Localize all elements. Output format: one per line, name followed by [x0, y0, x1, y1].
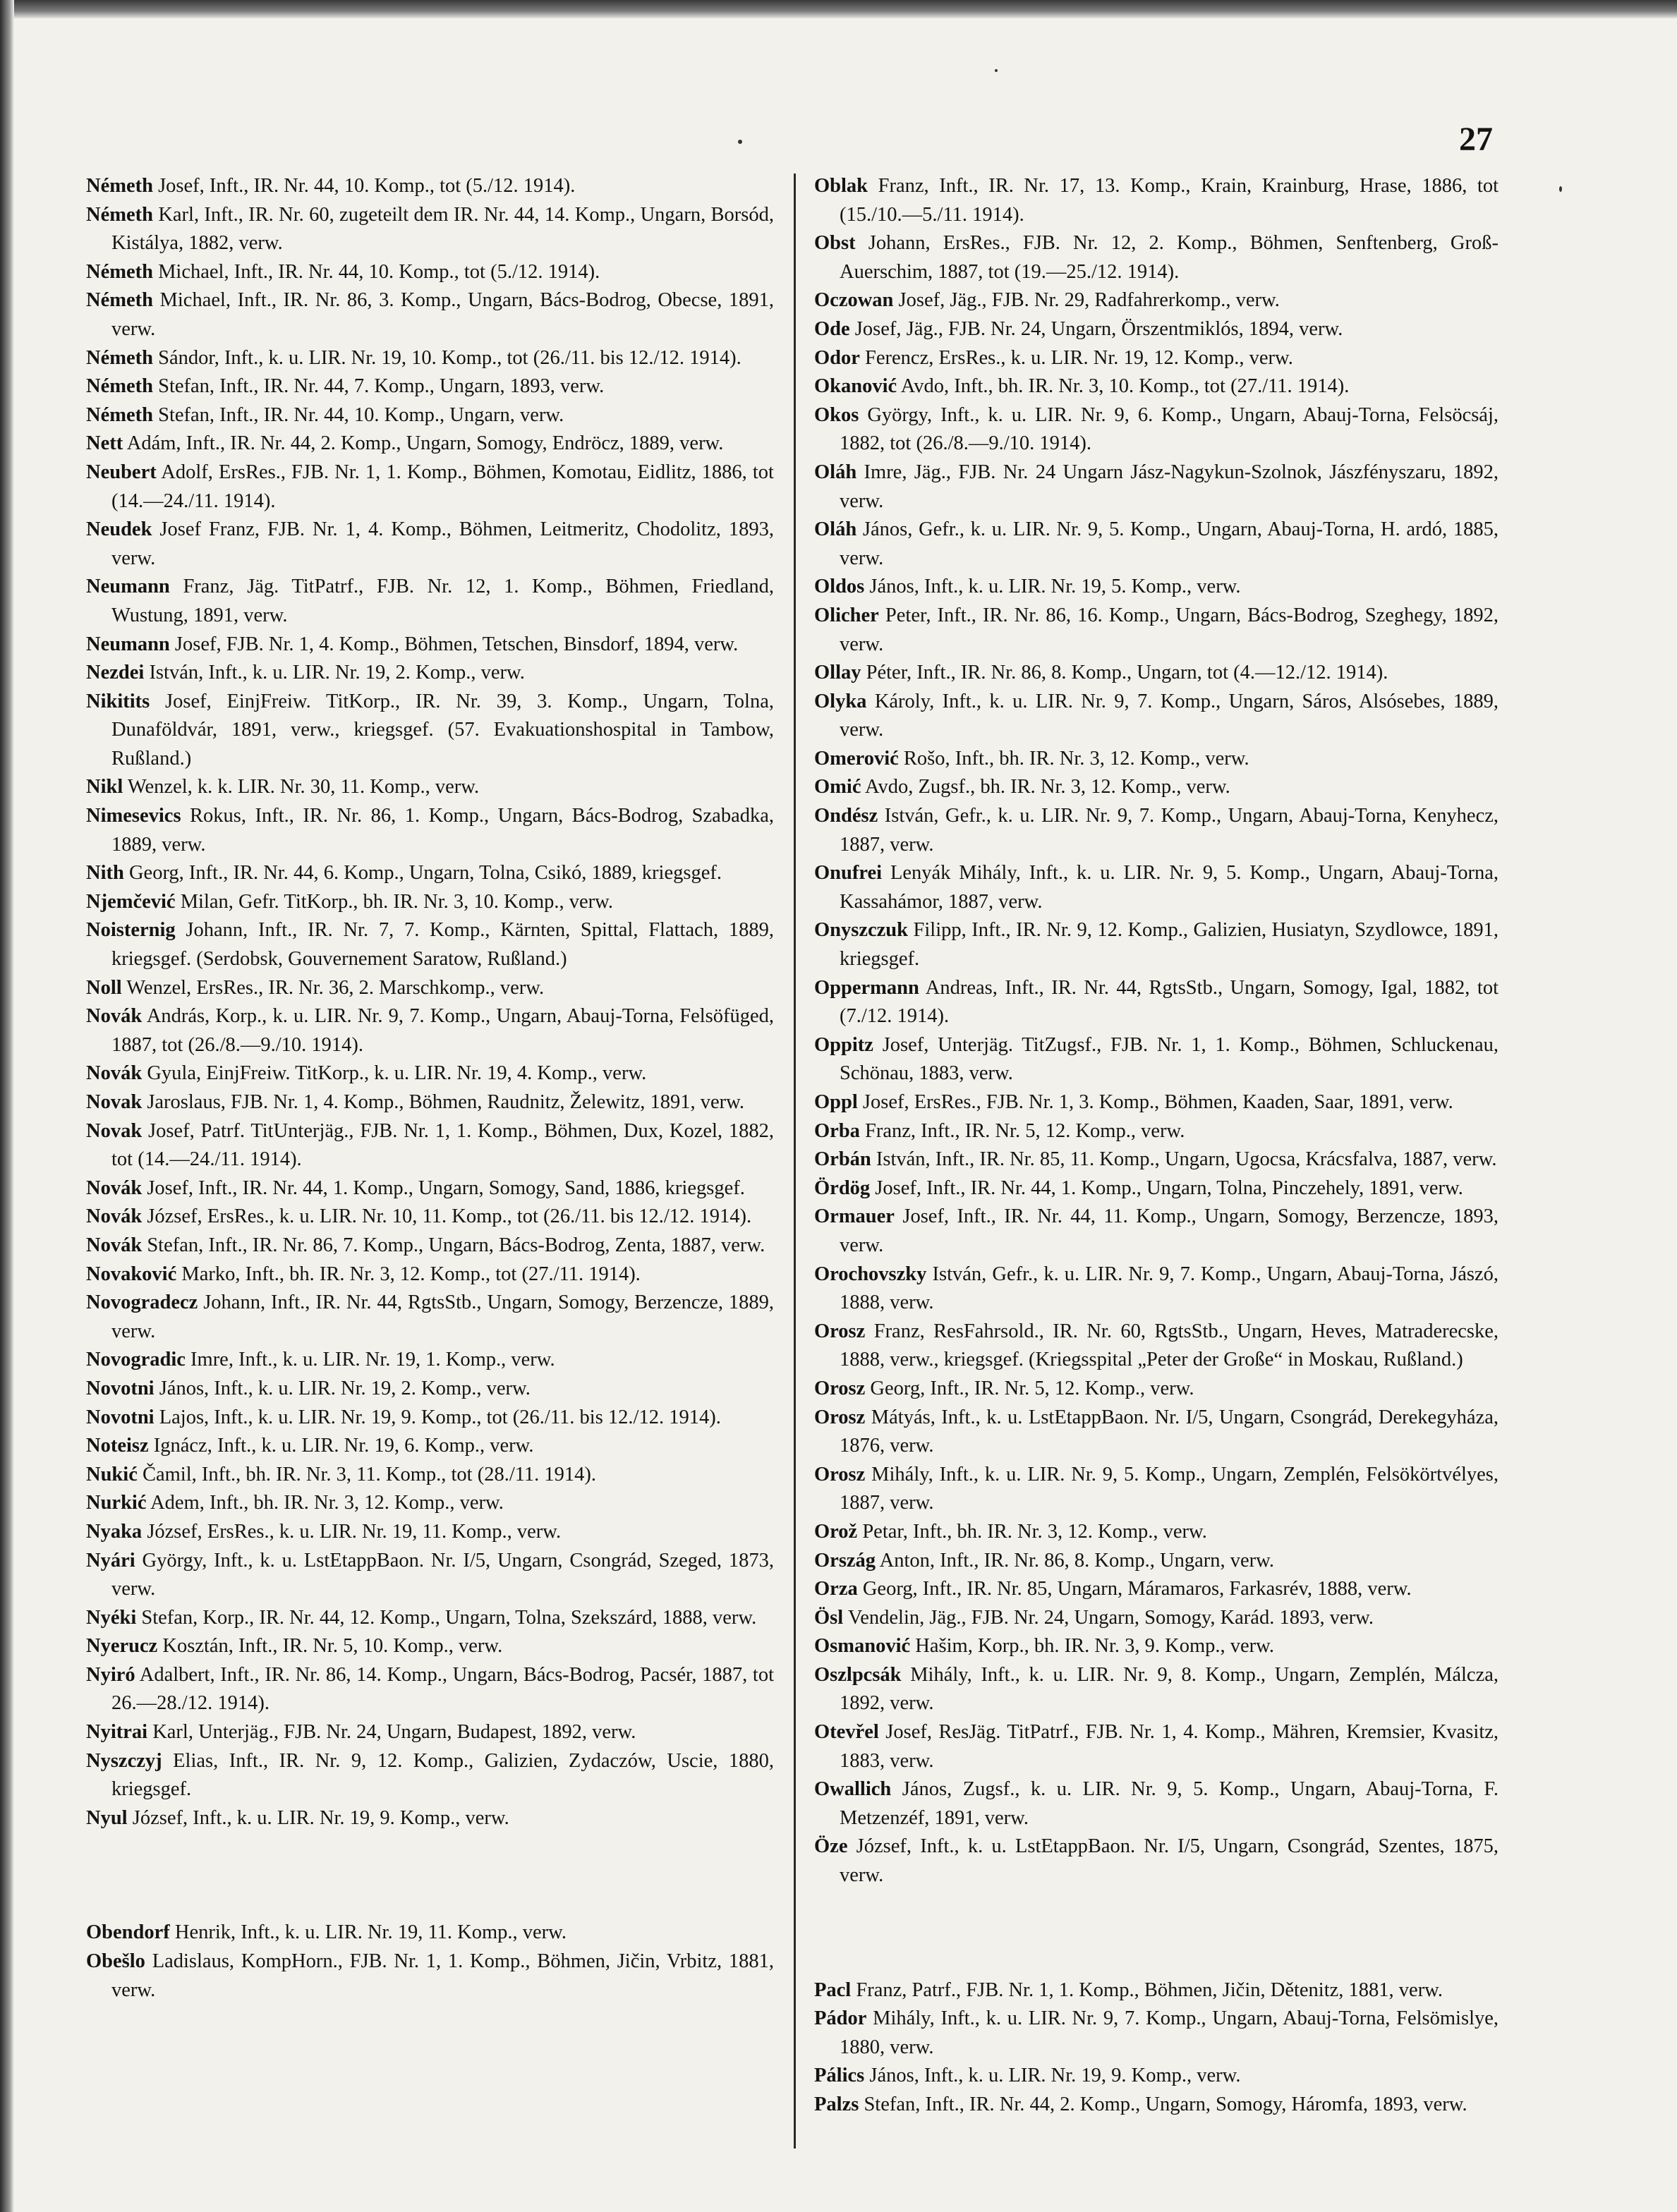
entry-details: Josef, Inft., IR. Nr. 44, 10. Komp., tot (5./12. 1914). [158, 175, 576, 197]
casualty-entry [814, 1117, 1499, 1146]
entry-details: János, Zugsf., k. u. LIR. Nr. 9, 5. Komp., Ungarn, Abauj-Torna, F. Metzenzéf, 1891, verw. [840, 1778, 1499, 1829]
casualty-entry [86, 688, 774, 774]
surname: Pádor [814, 2007, 867, 2030]
casualty-entry [814, 1461, 1499, 1518]
entry-details: Josef Franz, FJB. Nr. 1, 4. Komp., Böhmen, Leitmeritz, Chodolitz, 1893, verw. [111, 518, 774, 569]
entry-details: György, Inft., k. u. LstEtappBaon. Nr. I/5, Ungarn, Csongrád, Szeged, 1873, verw. [111, 1549, 774, 1600]
entry-details: Josef, ResJäg. TitPatrf., FJB. Nr. 1, 4. Komp., Mähren, Kremsier, Kvasitz, 1883, verw. [840, 1721, 1499, 1772]
casualty-entry [86, 1632, 774, 1661]
casualty-entry [814, 2005, 1499, 2062]
casualty-entry [814, 1174, 1499, 1203]
surname: Oppermann [814, 976, 919, 999]
surname: Neumann [86, 633, 170, 655]
surname: Novák [86, 1005, 143, 1028]
entry-details: István, Gefr., k. u. LIR. Nr. 9, 7. Komp., Ungarn, Abauj-Torna, Jászó, 1888, verw. [840, 1263, 1499, 1314]
surname: Otevřel [814, 1721, 879, 1744]
surname: Nurkić [86, 1492, 147, 1514]
surname: Okanović [814, 375, 897, 398]
casualty-entry [814, 1547, 1499, 1576]
entry-details: Georg, Inft., IR. Nr. 85, Ungarn, Máramaros, Farkasrév, 1888, verw. [862, 1578, 1412, 1600]
entry-details: Imre, Jäg., FJB. Nr. 24 Ungarn Jász-Nagykun-Szolnok, Jászfényszaru, 1892, verw. [840, 461, 1499, 512]
casualty-entry [814, 1775, 1499, 1833]
entry-details: Ladislaus, KompHorn., FJB. Nr. 1, 1. Komp., Böhmen, Jičin, Vrbitz, 1881, verw. [111, 1950, 774, 2001]
surname: Omerović [814, 747, 899, 770]
surname: Novogradic [86, 1349, 186, 1371]
casualty-entry [814, 916, 1499, 973]
casualty-entry [86, 1289, 774, 1346]
casualty-entry [814, 1031, 1499, 1088]
right-column [814, 172, 1499, 2120]
casualty-entry [814, 1833, 1499, 1890]
casualty-entry [86, 1203, 774, 1232]
casualty-entry [86, 1804, 774, 1833]
entry-details: Čamil, Inft., bh. IR. Nr. 3, 11. Komp., tot (28./11. 1914). [142, 1463, 597, 1485]
surname: Novogradecz [86, 1292, 198, 1314]
surname: Novák [86, 1205, 143, 1228]
surname: Öze [814, 1835, 848, 1858]
surname: Nett [86, 432, 123, 455]
surname: Neumann [86, 576, 170, 598]
surname: Orosz [814, 1320, 866, 1342]
casualty-entry [814, 172, 1499, 229]
surname: Nimesevics [86, 805, 181, 827]
entry-details: József, Inft., k. u. LIR. Nr. 19, 9. Komp., verw. [132, 1806, 509, 1829]
section-gap [86, 1833, 774, 1919]
casualty-entry [86, 201, 774, 258]
entry-details: Wenzel, k. k. LIR. Nr. 30, 11. Komp., verw. [127, 776, 480, 798]
casualty-entry [86, 1747, 774, 1804]
surname: Németh [86, 375, 153, 398]
surname: Németh [86, 175, 153, 197]
scan-left-edge [0, 0, 14, 2212]
surname: Oszlpcsák [814, 1663, 902, 1686]
left-column [86, 172, 774, 2005]
entry-details: Michael, Inft., IR. Nr. 44, 10. Komp., tot (5./12. 1914). [158, 260, 600, 283]
surname: Oláh [814, 518, 857, 541]
casualty-entry [86, 1461, 774, 1490]
entry-details: Franz, Inft., IR. Nr. 17, 13. Komp., Krain, Krainburg, Hrase, 1886, tot (15./10.—5./11. 1914). [840, 175, 1499, 226]
entry-details: Kosztán, Inft., IR. Nr. 5, 10. Komp., verw. [162, 1635, 503, 1658]
entry-details: Filipp, Inft., IR. Nr. 9, 12. Komp., Galizien, Husiatyn, Szydlowce, 1891, kriegsgef. [840, 919, 1499, 971]
casualty-entry [814, 401, 1499, 458]
casualty-entry [86, 1375, 774, 1404]
casualty-entry [86, 1547, 774, 1604]
entry-details: Georg, Inft., IR. Nr. 44, 6. Komp., Ungarn, Tolna, Csikó, 1889, kriegsgef. [128, 862, 722, 885]
entry-details: Michael, Inft., IR. Nr. 86, 3. Komp., Ungarn, Bács-Bodrog, Obecse, 1891, verw. [111, 289, 774, 340]
surname: Nyul [86, 1806, 128, 1829]
surname: Németh [86, 203, 153, 226]
surname: Orosz [814, 1377, 866, 1399]
casualty-entry [814, 516, 1499, 573]
casualty-entry [814, 1976, 1499, 2005]
surname: Nikitits [86, 690, 150, 712]
entry-details: Stefan, Inft., IR. Nr. 86, 7. Komp., Ungarn, Bács-Bodrog, Zenta, 1887, verw. [147, 1234, 765, 1256]
casualty-entry [814, 1661, 1499, 1718]
casualty-entry [814, 1518, 1499, 1547]
casualty-entry [814, 659, 1499, 688]
surname: Nyiró [86, 1663, 135, 1686]
surname: Noteisz [86, 1435, 149, 1457]
casualty-entry [814, 1088, 1499, 1117]
surname: Novak [86, 1119, 143, 1142]
entry-details: Adám, Inft., IR. Nr. 44, 2. Komp., Ungarn, Somogy, Endröcz, 1889, verw. [126, 432, 724, 455]
entry-details: Mátyás, Inft., k. u. LstEtappBaon. Nr. I/5, Ungarn, Csongrád, Derekegyháza, 1876, verw. [840, 1406, 1499, 1457]
page-number: 27 [1459, 121, 1493, 158]
casualty-entry [86, 802, 774, 859]
casualty-entry [814, 602, 1499, 659]
surname: Orochovszky [814, 1263, 927, 1285]
surname: Ördög [814, 1177, 871, 1199]
entry-details: Franz, Patrf., FJB. Nr. 1, 1. Komp., Böhmen, Jičin, Dětenitz, 1881, verw. [856, 1979, 1443, 2001]
casualty-entry [86, 344, 774, 373]
casualty-entry [86, 1059, 774, 1088]
casualty-entry [86, 516, 774, 573]
entry-details: Péter, Inft., IR. Nr. 86, 8. Komp., Ungarn, tot (4.—12./12. 1914). [866, 662, 1388, 684]
surname: Ode [814, 317, 850, 340]
scan-speck [738, 140, 742, 144]
surname: Németh [86, 260, 153, 283]
casualty-entry [86, 1947, 774, 2005]
entry-details: Franz, Inft., IR. Nr. 5, 12. Komp., verw. [865, 1119, 1185, 1142]
entry-details: Petar, Inft., bh. IR. Nr. 3, 12. Komp., verw. [862, 1520, 1207, 1543]
surname: Németh [86, 403, 153, 426]
entry-details: Franz, Jäg. TitPatrf., FJB. Nr. 12, 1. Komp., Böhmen, Friedland, Wustung, 1891, verw. [111, 576, 775, 626]
surname: Nith [86, 862, 124, 885]
surname: Orza [814, 1578, 858, 1600]
casualty-entry [86, 916, 774, 973]
casualty-entry [86, 659, 774, 688]
casualty-entry [86, 286, 774, 344]
surname: Odor [814, 346, 860, 369]
casualty-entry [86, 1117, 774, 1174]
casualty-entry [86, 773, 774, 802]
entry-details: Rošo, Inft., bh. IR. Nr. 3, 12. Komp., verw. [903, 747, 1249, 770]
surname: Omić [814, 776, 861, 798]
entry-details: Hašim, Korp., bh. IR. Nr. 3, 9. Komp., verw. [915, 1635, 1275, 1658]
scan-top-edge [0, 0, 1677, 18]
casualty-entry [86, 258, 774, 287]
surname: Novak [86, 1091, 143, 1113]
entry-details: Johann, Inft., IR. Nr. 7, 7. Komp., Kärnten, Spittal, Flattach, 1889, kriegsgef. (Serdobsk, Gouvernement Saratow, Rußland.) [111, 919, 774, 971]
entry-details: Károly, Inft., k. u. LIR. Nr. 9, 7. Komp., Ungarn, Sáros, Alsósebes, 1889, verw. [840, 690, 1499, 741]
casualty-entry [814, 745, 1499, 774]
entry-details: Wenzel, ErsRes., IR. Nr. 36, 2. Marschkomp., verw. [126, 976, 545, 999]
surname: Osmanović [814, 1635, 911, 1658]
surname: Nyéki [86, 1606, 137, 1629]
surname: Novák [86, 1177, 143, 1199]
entry-details: András, Korp., k. u. LIR. Nr. 9, 7. Komp., Ungarn, Abauj-Torna, Felsöfüged, 1887, tot (26./8.—9./10. 1914). [111, 1005, 774, 1056]
surname: Neudek [86, 518, 152, 541]
entry-details: Josef, Unterjäg. TitZugsf., FJB. Nr. 1, 1. Komp., Böhmen, Schluckenau, Schönau, 1883, verw. [840, 1033, 1499, 1085]
surname: Onyszczuk [814, 919, 909, 942]
surname: Ösl [814, 1606, 844, 1629]
surname: Nikl [86, 776, 123, 798]
entry-details: Josef, EinjFreiw. TitKorp., IR. Nr. 39, 3. Komp., Ungarn, Tolna, Dunaföldvár, 1891, verw., kriegsgef. (57. Evakuationshospital in Tambow, Rußland.) [111, 690, 775, 770]
surname: Obešlo [86, 1950, 145, 1973]
surname: Orosz [814, 1463, 866, 1485]
entry-details: Ferencz, ErsRes., k. u. LIR. Nr. 19, 12. Komp., verw. [865, 346, 1293, 369]
entry-details: József, ErsRes., k. u. LIR. Nr. 10, 11. Komp., tot (26./11. bis 12./12. 1914). [147, 1205, 752, 1228]
column-divider [794, 174, 796, 2149]
casualty-entry [86, 1260, 774, 1289]
entry-details: Stefan, Inft., IR. Nr. 44, 7. Komp., Ungarn, 1893, verw. [158, 375, 605, 398]
entry-details: Avdo, Zugsf., bh. IR. Nr. 3, 12. Komp., verw. [865, 776, 1230, 798]
casualty-entry [86, 573, 774, 630]
entry-details: Vendelin, Jäg., FJB. Nr. 24, Ungarn, Somogy, Karád. 1893, verw. [847, 1606, 1374, 1629]
entry-details: Josef, Jäg., FJB. Nr. 29, Radfahrerkomp., verw. [898, 289, 1280, 312]
casualty-entry [814, 229, 1499, 286]
casualty-entry [814, 458, 1499, 516]
surname: Oppl [814, 1091, 858, 1113]
casualty-entry [86, 458, 774, 516]
casualty-entry [814, 2091, 1499, 2120]
entry-details: Mihály, Inft., k. u. LIR. Nr. 9, 5. Komp., Ungarn, Zemplén, Felsökörtvélyes, 1887, verw. [840, 1463, 1499, 1514]
surname: Nukić [86, 1463, 138, 1485]
casualty-entry [814, 773, 1499, 802]
casualty-entry [814, 688, 1499, 745]
casualty-entry [814, 1375, 1499, 1404]
surname: Noll [86, 976, 122, 999]
surname: Orbán [814, 1148, 871, 1171]
surname: Olicher [814, 604, 879, 626]
casualty-entry [814, 802, 1499, 859]
surname: Németh [86, 289, 153, 312]
surname: Oldos [814, 576, 865, 598]
entry-details: Anton, Inft., IR. Nr. 86, 8. Komp., Ungarn, verw. [879, 1549, 1274, 1572]
scan-speck [995, 69, 998, 72]
surname: Nyitrai [86, 1721, 148, 1744]
entry-details: Josef, Inft., IR. Nr. 44, 11. Komp., Ungarn, Somogy, Berzencze, 1893, verw. [840, 1205, 1499, 1256]
casualty-entry [86, 1002, 774, 1059]
entry-details: Stefan, Inft., IR. Nr. 44, 10. Komp., Ungarn, verw. [158, 403, 564, 426]
surname: Nyszczyj [86, 1749, 162, 1772]
entry-details: István, Inft., IR. Nr. 85, 11. Komp., Ungarn, Ugocsa, Krácsfalva, 1887, verw. [876, 1148, 1497, 1171]
casualty-entry [86, 888, 774, 917]
entry-details: Peter, Inft., IR. Nr. 86, 16. Komp., Ungarn, Bács-Bodrog, Szeghegy, 1892, verw. [840, 604, 1499, 655]
surname: Orba [814, 1119, 860, 1142]
casualty-entry [86, 1432, 774, 1461]
casualty-entry [86, 631, 774, 660]
entry-details: Adem, Inft., bh. IR. Nr. 3, 12. Komp., verw. [150, 1492, 504, 1514]
casualty-entry [86, 1919, 774, 1947]
casualty-entry [814, 974, 1499, 1031]
entry-details: Franz, ResFahrsold., IR. Nr. 60, RgtsStb., Ungarn, Heves, Matraderecske, 1888, verw., kriegsgef. (Kriegsspital „Peter der Große“ in Moskau, Rußland.) [840, 1320, 1499, 1371]
casualty-entry [86, 401, 774, 430]
casualty-entry [86, 1489, 774, 1518]
casualty-entry [814, 315, 1499, 344]
entry-details: Karl, Inft., IR. Nr. 60, zugeteilt dem IR. Nr. 44, 14. Komp., Ungarn, Borsód, Kistálya, 1882, verw. [111, 203, 775, 255]
surname: Novaković [86, 1263, 177, 1285]
entry-details: Josef, Inft., IR. Nr. 44, 1. Komp., Ungarn, Tolna, Pinczehely, 1891, verw. [875, 1177, 1463, 1199]
casualty-entry [86, 1088, 774, 1117]
entry-details: Elias, Inft., IR. Nr. 9, 12. Komp., Galizien, Zydaczów, Uscie, 1880, kriegsgef. [111, 1749, 775, 1801]
surname: Oppitz [814, 1033, 873, 1056]
entry-details: Josef, ErsRes., FJB. Nr. 1, 3. Komp., Böhmen, Kaaden, Saar, 1891, verw. [862, 1091, 1453, 1113]
casualty-entry [814, 1604, 1499, 1633]
entry-details: István, Gefr., k. u. LIR. Nr. 9, 7. Komp., Ungarn, Abauj-Torna, Kenyhecz, 1887, verw. [840, 805, 1499, 856]
surname: Onufrei [814, 862, 883, 885]
entry-details: Adalbert, Inft., IR. Nr. 86, 14. Komp., Ungarn, Bács-Bodrog, Pacsér, 1887, tot 26.—28./12. 1914). [111, 1663, 774, 1715]
entry-details: Johann, Inft., IR. Nr. 44, RgtsStb., Ungarn, Somogy, Berzencze, 1889, verw. [111, 1292, 775, 1342]
casualty-entry [86, 1661, 774, 1718]
entry-details: Mihály, Inft., k. u. LIR. Nr. 9, 7. Komp., Ungarn, Abauj-Torna, Felsömislye, 1880, verw. [840, 2007, 1499, 2058]
surname: Nyerucz [86, 1635, 158, 1658]
entry-details: Imre, Inft., k. u. LIR. Nr. 19, 1. Komp., verw. [190, 1349, 555, 1371]
casualty-entry [86, 372, 774, 401]
surname: Németh [86, 346, 153, 369]
casualty-entry [86, 974, 774, 1003]
entry-details: Lajos, Inft., k. u. LIR. Nr. 19, 9. Komp., tot (26./11. bis 12./12. 1914). [159, 1406, 721, 1428]
casualty-entry [814, 1318, 1499, 1375]
entry-details: Jaroslaus, FJB. Nr. 1, 4. Komp., Böhmen, Raudnitz, Želewitz, 1891, verw. [147, 1091, 745, 1113]
surname: Pacl [814, 1979, 852, 2001]
casualty-entry [814, 859, 1499, 916]
section-gap [814, 1890, 1499, 1976]
entry-details: Josef, Jäg., FJB. Nr. 24, Ungarn, Örszentmiklós, 1894, verw. [854, 317, 1343, 340]
casualty-entry [86, 1404, 774, 1433]
entry-details: János, Inft., k. u. LIR. Nr. 19, 9. Komp., verw. [869, 2065, 1241, 2087]
casualty-entry [86, 1718, 774, 1747]
surname: Noisternig [86, 919, 176, 942]
casualty-entry [814, 1575, 1499, 1604]
surname: Palzs [814, 2094, 859, 2115]
casualty-entry [814, 1146, 1499, 1174]
entry-details: Ignácz, Inft., k. u. LIR. Nr. 19, 6. Komp., verw. [153, 1435, 534, 1457]
scan-speck [1559, 186, 1562, 192]
casualty-entry [86, 1604, 774, 1633]
casualty-entry [814, 2062, 1499, 2091]
casualty-entry [814, 1203, 1499, 1260]
entry-details: Sándor, Inft., k. u. LIR. Nr. 19, 10. Komp., tot (26./11. bis 12./12. 1914). [158, 346, 741, 369]
casualty-entry [814, 1404, 1499, 1461]
surname: Nezdei [86, 662, 145, 684]
entry-details: János, Inft., k. u. LIR. Nr. 19, 2. Komp., verw. [159, 1377, 531, 1399]
surname: Ormauer [814, 1205, 895, 1228]
casualty-entry [814, 344, 1499, 373]
casualty-entry [814, 1632, 1499, 1661]
surname: Pálics [814, 2065, 865, 2087]
surname: Neubert [86, 461, 157, 483]
entry-details: Stefan, Korp., IR. Nr. 44, 12. Komp., Ungarn, Tolna, Szekszárd, 1888, verw. [141, 1606, 757, 1629]
casualty-entry [86, 1174, 774, 1203]
surname: Owallich [814, 1778, 892, 1801]
surname: Njemčević [86, 890, 176, 913]
casualty-entry [814, 573, 1499, 602]
surname: Ország [814, 1549, 876, 1572]
surname: Ondész [814, 805, 878, 827]
casualty-entry [814, 1718, 1499, 1775]
casualty-entry [86, 172, 774, 201]
surname: Okos [814, 403, 859, 426]
entry-details: János, Gefr., k. u. LIR. Nr. 9, 5. Komp., Ungarn, Abauj-Torna, H. ardó, 1885, verw. [840, 518, 1499, 569]
surname: Oláh [814, 461, 857, 483]
entry-details: Mihály, Inft., k. u. LIR. Nr. 9, 8. Komp., Ungarn, Zemplén, Málcza, 1892, verw. [840, 1663, 1499, 1715]
casualty-entry [814, 286, 1499, 315]
entry-details: Josef, FJB. Nr. 1, 4. Komp., Böhmen, Tetschen, Binsdorf, 1894, verw. [174, 633, 739, 655]
surname: Novák [86, 1234, 143, 1256]
casualty-entry [86, 1518, 774, 1547]
entry-details: Gyula, EinjFreiw. TitKorp., k. u. LIR. Nr. 19, 4. Komp., verw. [147, 1062, 647, 1085]
entry-details: Marko, Inft., bh. IR. Nr. 3, 12. Komp., tot (27./11. 1914). [181, 1263, 641, 1285]
entry-details: Josef, Patrf. TitUnterjäg., FJB. Nr. 1, 1. Komp., Böhmen, Dux, Kozel, 1882, tot (14.—24./11. 1914). [111, 1119, 774, 1171]
entry-details: Andreas, Inft., IR. Nr. 44, RgtsStb., Ungarn, Somogy, Igal, 1882, tot (7./12. 1914). [840, 976, 1499, 1028]
casualty-entry [86, 1346, 774, 1375]
entry-details: György, Inft., k. u. LIR. Nr. 9, 6. Komp., Ungarn, Abauj-Torna, Felsöcsáj, 1882, tot (26./8.—9./10. 1914). [840, 403, 1499, 455]
casualty-entry [814, 1260, 1499, 1318]
entry-details: Johann, ErsRes., FJB. Nr. 12, 2. Komp., Böhmen, Senftenberg, Groß-Auerschim, 1887, tot (19.—25./12. 1914). [840, 232, 1499, 283]
surname: Nyaka [86, 1520, 143, 1543]
surname: Orosz [814, 1406, 866, 1428]
casualty-entry [86, 1232, 774, 1260]
surname: Nyári [86, 1549, 135, 1572]
entry-details: Stefan, Inft., IR. Nr. 44, 2. Komp., Ungarn, Somogy, Háromfa, 1893, verw. [864, 2094, 1467, 2115]
surname: Oblak [814, 175, 868, 197]
casualty-entry [86, 430, 774, 458]
entry-details: Avdo, Inft., bh. IR. Nr. 3, 10. Komp., tot (27./11. 1914). [900, 375, 1350, 398]
surname: Obst [814, 232, 856, 255]
surname: Olyka [814, 690, 867, 712]
entry-details: Lenyák Mihály, Inft., k. u. LIR. Nr. 9, 5. Komp., Ungarn, Abauj-Torna, Kassahámor, 1887, verw. [840, 862, 1499, 913]
casualty-entry [814, 372, 1499, 401]
casualty-entry [86, 859, 774, 888]
entry-details: József, Inft., k. u. LstEtappBaon. Nr. I/5, Ungarn, Csongrád, Szentes, 1875, verw. [840, 1835, 1499, 1887]
entry-details: János, Inft., k. u. LIR. Nr. 19, 5. Komp., verw. [869, 576, 1241, 598]
entry-details: Henrik, Inft., k. u. LIR. Nr. 19, 11. Komp., verw. [174, 1921, 567, 1944]
entry-details: Rokus, Inft., IR. Nr. 86, 1. Komp., Ungarn, Bács-Bodrog, Szabadka, 1889, verw. [111, 805, 775, 856]
entry-details: József, ErsRes., k. u. LIR. Nr. 19, 11. Komp., verw. [147, 1520, 562, 1543]
surname: Novák [86, 1062, 143, 1085]
entry-details: Georg, Inft., IR. Nr. 5, 12. Komp., verw. [870, 1377, 1194, 1399]
surname: Novotni [86, 1377, 155, 1399]
surname: Obendorf [86, 1921, 170, 1944]
surname: Ollay [814, 662, 861, 684]
entry-details: Karl, Unterjäg., FJB. Nr. 24, Ungarn, Budapest, 1892, verw. [152, 1721, 636, 1744]
entry-details: Milan, Gefr. TitKorp., bh. IR. Nr. 3, 10. Komp., verw. [180, 890, 613, 913]
entry-details: Josef, Inft., IR. Nr. 44, 1. Komp., Ungarn, Somogy, Sand, 1886, kriegsgef. [147, 1177, 745, 1199]
entry-details: István, Inft., k. u. LIR. Nr. 19, 2. Komp., verw. [149, 662, 525, 684]
surname: Orož [814, 1520, 858, 1543]
surname: Novotni [86, 1406, 155, 1428]
surname: Oczowan [814, 289, 894, 312]
entry-details: Adolf, ErsRes., FJB. Nr. 1, 1. Komp., Böhmen, Komotau, Eidlitz, 1886, tot (14.—24./11. 1914). [111, 461, 774, 512]
